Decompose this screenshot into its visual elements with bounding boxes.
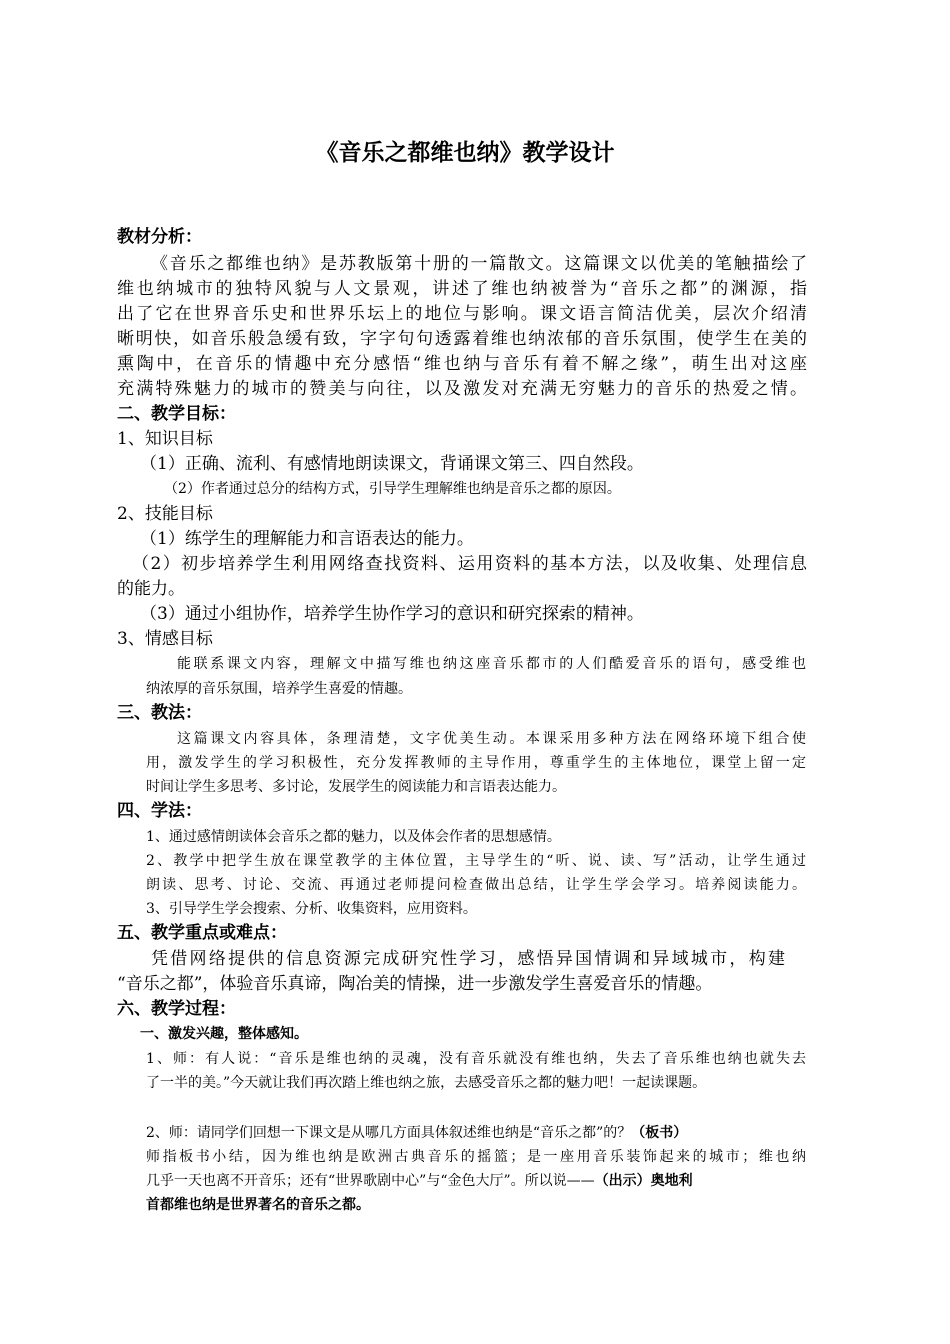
analysis-line-4: 晰明快，如音乐般急缓有致，字字句句透露着维也纳浓郁的音乐氛围，使学生在美的 [117,329,807,349]
teaching-method-line-3: 时间让学生多思考、多讨论，发展学生的阅读能力和言语表达能力。 [146,779,566,795]
display-note-label: （出示）奥地利 [594,1173,693,1189]
emotion-objective-line-2: 纳浓厚的音乐氛围，培养学生喜爱的情趣。 [146,681,412,697]
process-paragraph-2-line-3-text: 几乎一天也离不开音乐；还有“世界歌剧中心”与“金色大厅”。所以说—— [146,1173,595,1189]
section-heading-objectives: 二、教学目标： [117,404,236,424]
section-heading-teaching-method: 三、教法： [117,703,202,723]
knowledge-objective-2: （2）作者通过总分的结构方式，引导学生理解维也纳是音乐之都的原因。 [164,481,621,497]
process-paragraph-2-line-4: 首都维也纳是世界著名的音乐之都。 [146,1197,370,1213]
skill-objective-1: （1）练学生的理解能力和言语表达的能力。 [140,529,474,549]
section-heading-analysis: 教材分析： [117,227,202,247]
document-title: 《音乐之都维也纳》教学设计 [315,139,615,166]
learning-method-line-4: 3、引导学生学会搜索、分析、收集资料，应用资料。 [146,901,477,917]
skill-objective-title: 2、技能目标 [117,504,213,524]
learning-method-line-1: 1、通过感情朗读体会音乐之都的魅力，以及体会作者的思想感情。 [146,829,561,845]
section-heading-process: 六、教学过程： [117,999,236,1019]
section-heading-learning-method: 四、学法： [117,801,202,821]
key-points-line-2: “音乐之都”，体验音乐真谛，陶冶美的情操，进一步激发学生喜爱音乐的情趣。 [117,974,713,994]
analysis-line-3: 出了它在世界音乐史和世界乐坛上的地位与影响。课文语言简洁优美，层次介绍清 [117,304,807,324]
process-paragraph-1-line-2: 了一半的美。”今天就让我们再次踏上维也纳之旅，去感受音乐之都的魅力吧！一起读课题。 [146,1075,707,1091]
analysis-line-5: 熏陶中，在音乐的情趣中充分感悟“维也纳与音乐有着不解之缘”，萌生出对这座 [117,354,807,374]
skill-objective-3: （3）通过小组协作，培养学生协作学习的意识和研究探索的精神。 [140,604,644,624]
emotion-objective-line-1: 能联系课文内容，理解文中描写维也纳这座音乐都市的人们酷爱音乐的语句，感受维也 [177,656,806,672]
analysis-line-2: 维也纳城市的独特风貌与人文景观，讲述了维也纳被誉为“音乐之都”的渊源，指 [117,279,807,299]
skill-objective-2-line-1: （2）初步培养学生利用网络查找资料、运用资料的基本方法，以及收集、处理信息 [132,554,807,574]
teaching-method-line-2: 用，激发学生的学习积极性，充分发挥教师的主导作用，尊重学生的主体地位，课堂上留一定 [146,755,806,771]
process-paragraph-2-line-3 [146,1170,693,1192]
knowledge-objective-1: （1）正确、流利、有感情地朗读课文，背诵课文第三、四自然段。 [140,454,644,474]
process-step-1-title: 一、激发兴趣，整体感知。 [140,1026,308,1042]
analysis-line-6: 充满特殊魅力的城市的赞美与向往，以及激发对充满无穷魅力的音乐的热爱之情。 [117,379,807,399]
key-points-line-1: 凭借网络提供的信息资源完成研究性学习，感悟异国情调和异域城市，构建 [151,949,785,969]
process-paragraph-2-line-1-text: 2、师：请同学们回想一下课文是从哪几方面具体叙述维也纳是“音乐之都”的？ [146,1125,632,1141]
process-paragraph-2-line-1 [146,1122,687,1144]
knowledge-objective-title: 1、知识目标 [117,429,213,449]
board-note-label: （板书） [631,1125,688,1141]
process-paragraph-1-line-1: 1、师：有人说：“音乐是维也纳的灵魂，没有音乐就没有维也纳，失去了音乐维也纳也就失去 [146,1051,806,1067]
skill-objective-2-line-2: 的能力。 [117,579,185,599]
emotion-objective-title: 3、情感目标 [117,629,213,649]
process-paragraph-2-line-2: 师指板书小结，因为维也纳是欧洲古典音乐的摇篮；是一座用音乐装饰起来的城市；维也纳 [146,1149,806,1165]
learning-method-line-3: 朗读、思考、讨论、交流、再通过老师提问检查做出总结，让学生学会学习。培养阅读能力。 [146,877,806,893]
analysis-line-1: 《音乐之都维也纳》是苏教版第十册的一篇散文。这篇课文以优美的笔触描绘了 [151,254,807,274]
learning-method-line-2: 2、教学中把学生放在课堂教学的主体位置，主导学生的“听、说、读、写”活动，让学生通过 [146,853,806,869]
teaching-method-line-1: 这篇课文内容具体，条理清楚，文字优美生动。本课采用多种方法在网络环境下组合使 [177,731,806,747]
section-heading-key-points: 五、教学重点或难点： [117,923,287,943]
